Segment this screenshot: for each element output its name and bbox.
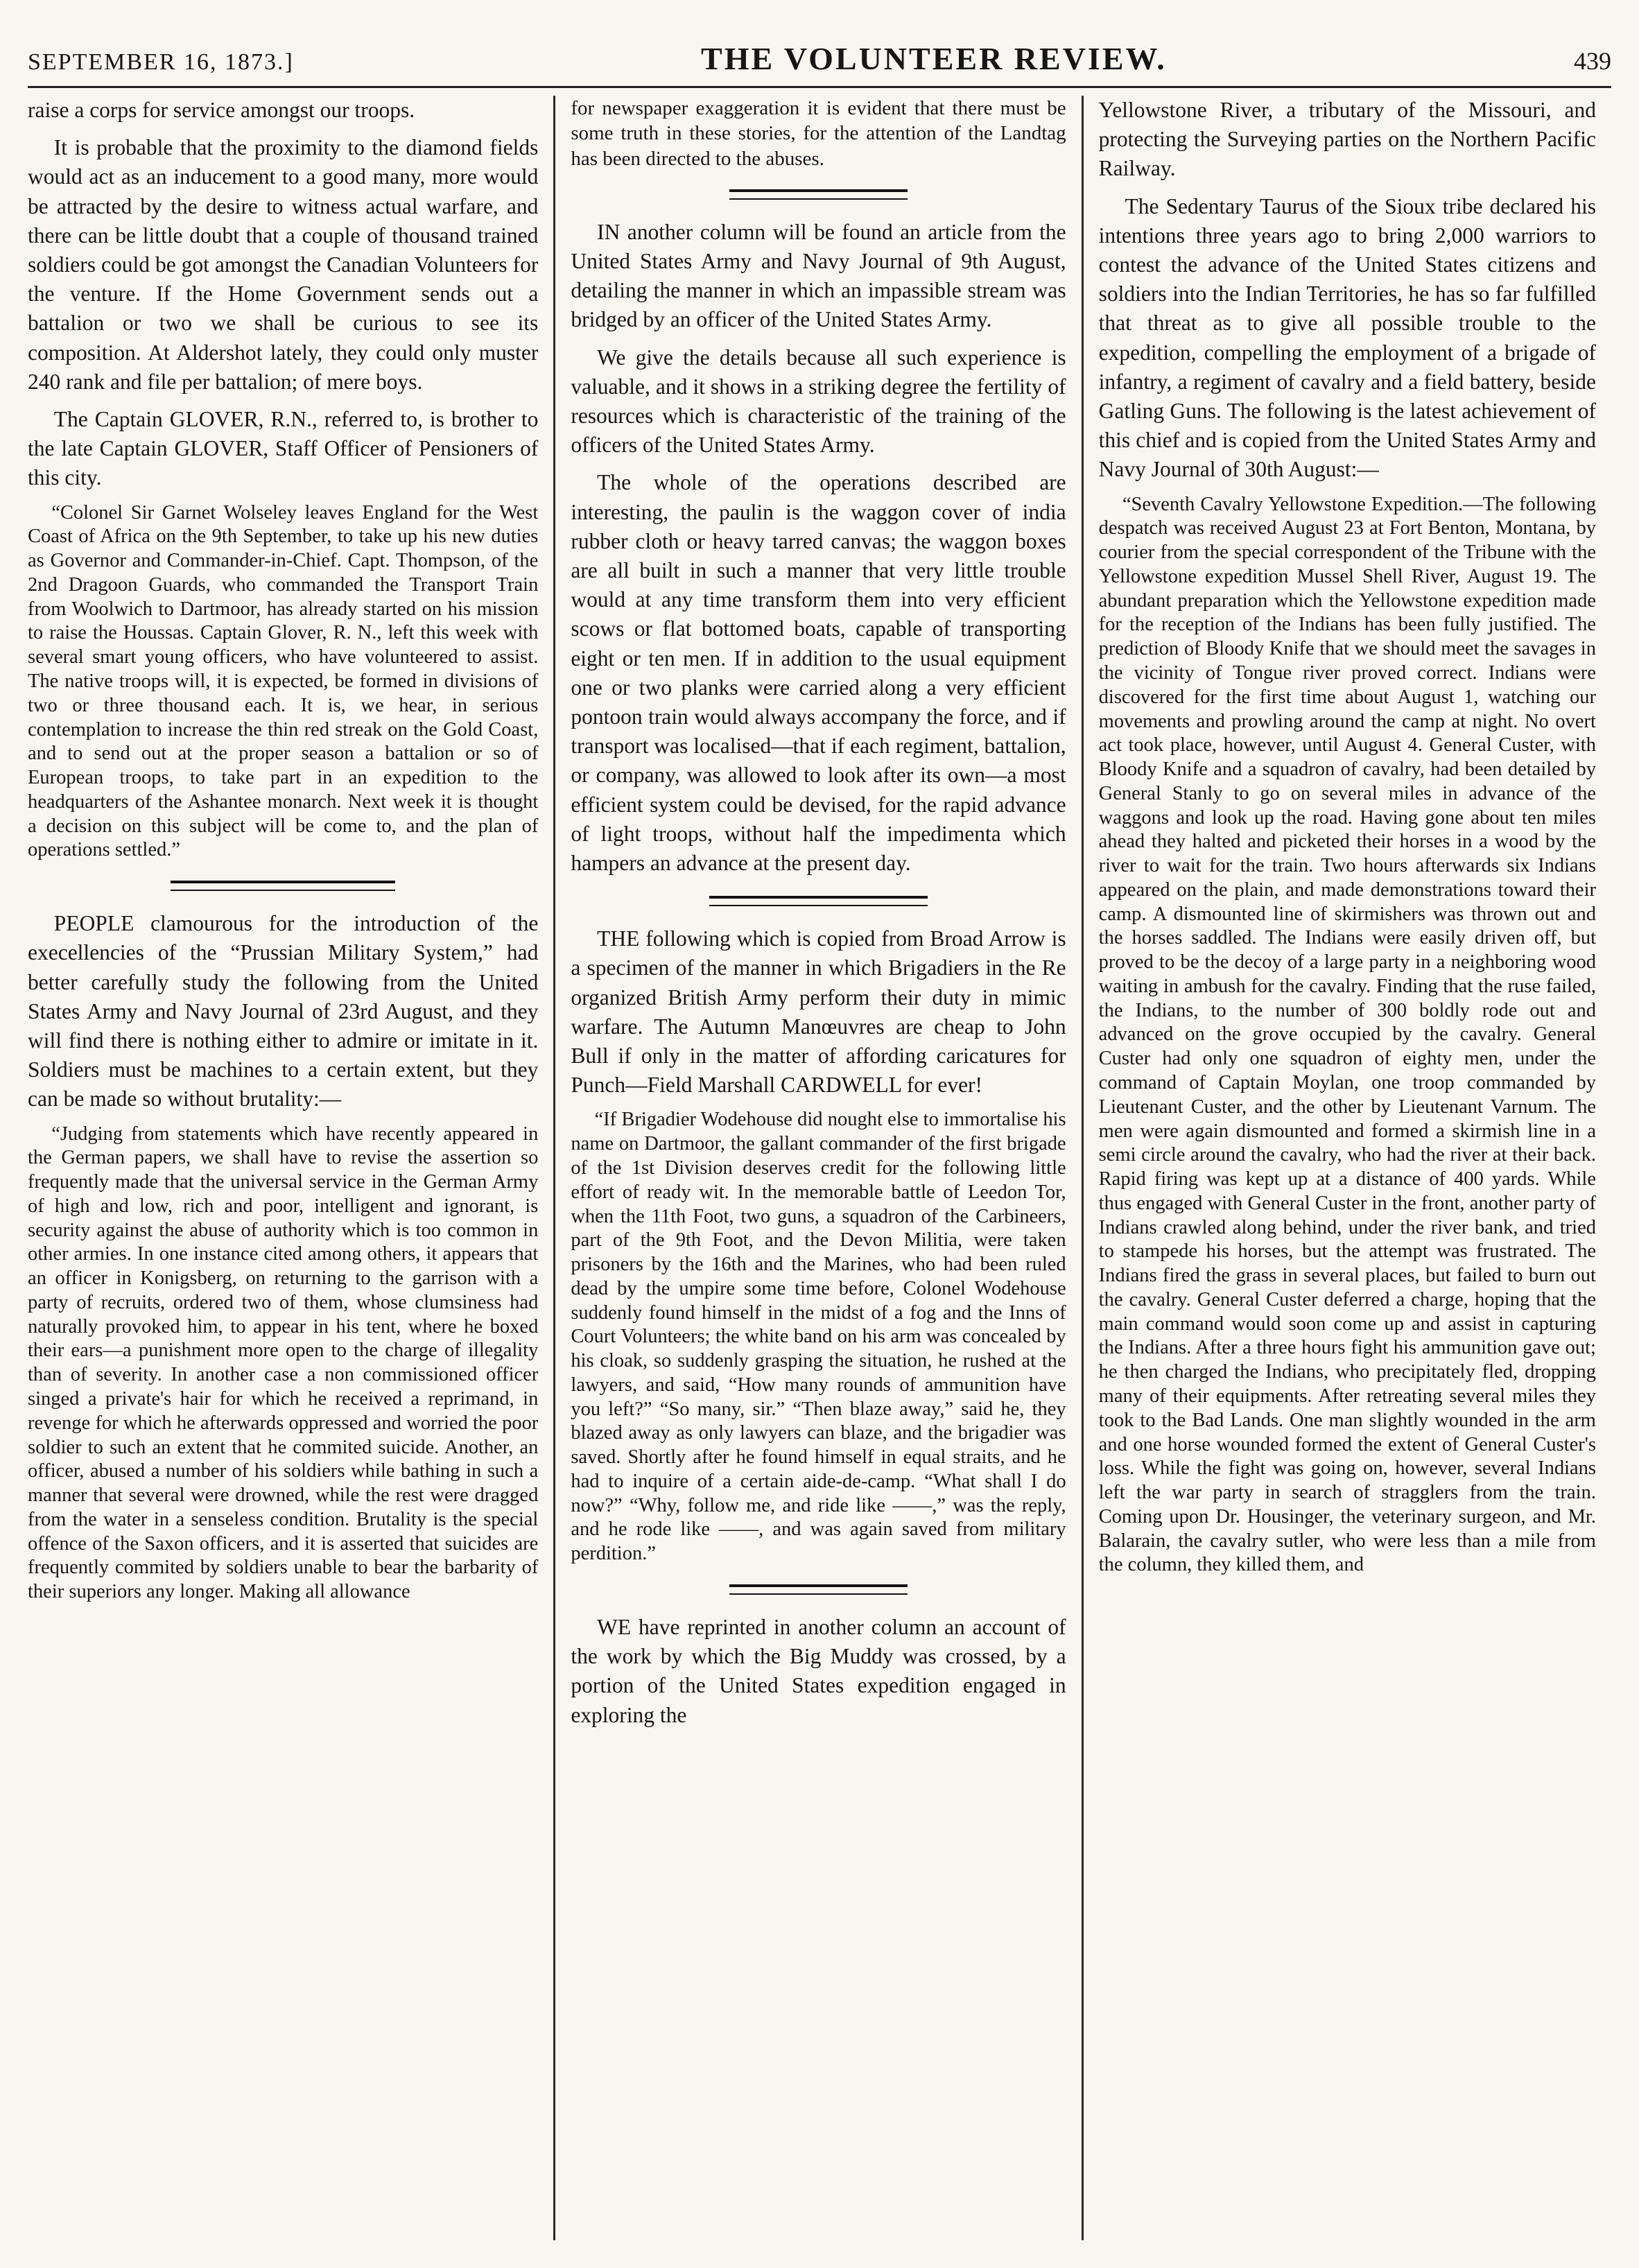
paragraph: THE following which is copied from Broad Arrow is a specimen of the manner in which Brigadiers in the Re organized British Army perform their duty in mimic warfare. The Autumn Manœuvres are cheap to John Bull if only in the matter of affording caricatures for Punch—Field Marshall CARDWELL for ever! [571,926,1066,1098]
column-1 [28,96,555,2240]
paragraph: The Captain GLOVER, R.N., referred to, is brother to the late Captain GLOVER, Staff Officer of Pensioners of this city. [28,407,539,490]
paragraph: PEOPLE clamourous for the introduction of the execellencies of the “Prussian Military System,” had better carefully study the following from the United States Army and Navy Journal of 23rd August, and they will find there is nothing either to admire or imitate in it. Soldiers must be machines to a certain extent, but they can be made so without brutality:— [28,911,539,1111]
paragraph: It is probable that the proximity to the diamond fields would act as an inducement to a good many, more would be attracted by the desire to witness actual warfare, and there can be little doubt that a couple of thousand trained soldiers could be got amongst the Canadian Volunteers for the venture. If the Home Government sends out a battalion or two we shall be curious to see its composition. At Aldershot lately, they could only muster 240 rank and file per battalion; of mere boys. [28,135,539,394]
column-2 [555,96,1083,2240]
quoted-paragraph: “If Brigadier Wodehouse did nought else to immortalise his name on Dartmoor, the gallant commander of the first brigade of the 1st Division deserves credit for the following little effort of ready wit. In the memorable battle of Leedon Tor, when the 11th Foot, two guns, a squadron of the Carbineers, part of the 9th Foot, and the Devon Militia, were taken prisoners by the 16th and the Marines, who had been ruled dead by the umpire some time before, Colonel Wodehouse suddenly found himself in the midst of a fog and the Inns of Court Volunteers; the white band on his arm was concealed by his cloak, so suddenly grasping the situation, he rushed at the lawyers, and said, “How many rounds of ammunition have you left?” “So many, sir.” “Then blaze away,” said he, they blazed away as only lawyers can blaze, and the brigadier was saved. Shortly after he found himself in equal straits, and he had to inquire of a certain aide-de-camp. “What shall I do now?” “Why, follow me, and ride like ——,” was the reply, and he rode like ——, and was again saved from military perdition.” [571,1109,1066,1565]
paragraph: Yellowstone River, a tributary of the Missouri, and protecting the Surveying parties on the Northern Pacific Railway. [1098,98,1596,181]
paragraph: The Sedentary Taurus of the Sioux tribe declared his intentions three years ago to bring 2,000 warriors to contest the advance of the United States citizens and soldiers into the Indian Territories, he has so far fulfilled that threat as to give all possible trouble to the expedition, compelling the employment of a brigade of infantry, a regiment of cavalry and a field battery, beside Gatling Guns. The following is the latest achievement of this chief and is copied from the United States Army and Navy Journal of 30th August:— [1098,193,1596,482]
page-header [28,40,1611,88]
section-divider [729,1584,908,1595]
paragraph: We give the details because all such experience is valuable, and it shows in a striking degree the fertility of resources which is characteristic of the training of the officers of the United States Army. [571,345,1066,458]
paragraph: IN another column will be found an article from the United States Army and Navy Journal of 9th August, detailing the manner in which an impassible stream was bridged by an officer of the United States Army. [571,219,1066,332]
column-3 [1084,96,1611,2240]
section-divider [729,189,908,200]
paragraph: WE have reprinted in another column an account of the work by which the Big Muddy was crossed, by a portion of the United States expedition engaged in exploring the [571,1614,1066,1727]
issue-date: SEPTEMBER 16, 1873.] [28,49,294,75]
page-number: 439 [1573,47,1611,75]
masthead-title: THE VOLUNTEER REVIEW. [701,41,1167,76]
section-divider [171,881,395,891]
paragraph: for newspaper exaggeration it is evident that there must be some truth in these stories, for the attention of the Landtag has been directed to the abuses. [571,97,1066,170]
paragraph: raise a corps for service amongst our troops. [28,98,415,122]
quoted-paragraph: “Judging from statements which have recently appeared in the German papers, we shall have to revise the assertion so frequently made that the universal service in the German Army of high and low, rich and poor, intelligent and ignorant, is security against the abuse of authority which is too common in other armies. In one instance cited among others, it appears that an officer in Konigsberg, on returning to the garrison with a party of recruits, ordered two of them, whose clumsiness had naturally provoked him, to appear in his tent, where he boxed their ears—a punishment more open to the charge of illegality than of severity. In another case a non commissioned officer singed a private's hair for which he received a reprimand, in revenge for which he afterwards oppressed and worried the poor soldier to such an extent that he commited suicide. Another, an officer, abused a number of his soldiers while bathing in such a manner that several were drowned, while the rest were dragged from the water in a senseless condition. Brutality is the special offence of the Saxon officers, and it is asserted that suicides are frequently commited by soldiers unable to bear the barbarity of their superiors any longer. Making all allowance [28,1123,539,1603]
text-columns [28,96,1611,2240]
paragraph: The whole of the operations described are interesting, the paulin is the waggon cover of india rubber cloth or heavy tarred canvas; the waggon boxes are all built in such a manner that very little trouble would at any time transform them into very efficient scows or flat bottomed boats, capable of transporting eight or ten men. If in addition to the usual equipment one or two planks were carried along a very efficient pontoon train would always accompany the force, and if transport was localised—that if each regiment, battalion, or company, was allowed to look after its own—a most efficient system could be devised, for the rapid advance of light troops, without half the impedimenta which hampers an advance at the present day. [571,470,1066,876]
section-divider [709,896,927,906]
quoted-paragraph: “Seventh Cavalry Yellowstone Expedition.—The following despatch was received August 23 at Fort Benton, Montana, by courier from the special correspondent of the Tribune with the Yellowstone expedition Mussel Shell River, August 19. The abundant preparation which the Yellowstone expedition made for the reception of the Indians has been fully justified. The prediction of Bloody Knife that we should meet the savages in the vicinity of Tongue river proved correct. Indians were discovered for the first time about August 1, watching our movements and prowling around the camp at night. No overt act took place, however, until August 4. General Custer, with Bloody Knife and a squadron of cavalry, had been detailed by General Stanly to go on several miles in advance of the waggons and look up the road. Having gone about ten miles ahead they halted and picketed their horses in a wood by the river to wait for the train. Two hours afterwards six Indians appeared on the plain, and made demonstrations toward their camp. A dismounted line of skirmishers was thrown out and the horses saddled. The Indians were easily driven off, but proved to be the decoy of a large party in a neighboring wood waiting in ambush for the cavalry. Finding that the ruse failed, the Indians, to the number of 300 boldly rode out and advanced on the grove occupied by the cavalry. General Custer had only one squadron of eighty men, under the command of Captain Moylan, one troop commanded by Lieutenant Custer, and the other by Lieutenant Varnum. The men were again dismounted and formed a skirmish line in a semi circle around the cavalry, who had the river at their back. Rapid firing was kept up at a distance of 400 yards. While thus engaged with General Custer in the front, another party of Indians crawled along behind, under the river bank, and tried to stampede his horses, but the attempt was frustrated. The Indians fired the grass in several places, but failed to burn out the cavalry. General Custer deferred a charge, hoping that the main command would soon come up and assist in capturing the Indians. After a three hours fight his ammunition gave out; he then charged the Indians, who precipitately fled, dropping many of their equipments. After retreating several miles they took to the Bad Lands. One man slightly wounded in the arm and one horse wounded formed the extent of General Custer's loss. While the fight was going on, however, several Indians left the war party in search of stragglers from the train. Coming upon Dr. Housinger, the veterinary surgeon, and Mr. Balarain, the cavalry sutler, who were less than a mile from the column, they killed them, and [1098,493,1596,1576]
quoted-paragraph: “Colonel Sir Garnet Wolseley leaves England for the West Coast of Africa on the 9th September, to take up his new duties as Governor and Commander-in-Chief. Capt. Thompson, of the 2nd Dragoon Guards, who commanded the Transport Train from Woolwich to Dartmoor, has already started on his mission to raise the Houssas. Captain Glover, R. N., left this week with several smart young officers, who have volunteered to assist. The native troops will, it is expected, be formed in divisions of two or three thousand each. It is, we hear, in serious contemplation to increase the thin red streak on the Gold Coast, and to send out at the proper season a battalion or so of European troops, to take part in an expedition to the headquarters of the Ashantee monarch. Next week it is thought a decision on this subject will be come to, and the plan of operations settled.” [28,501,539,861]
